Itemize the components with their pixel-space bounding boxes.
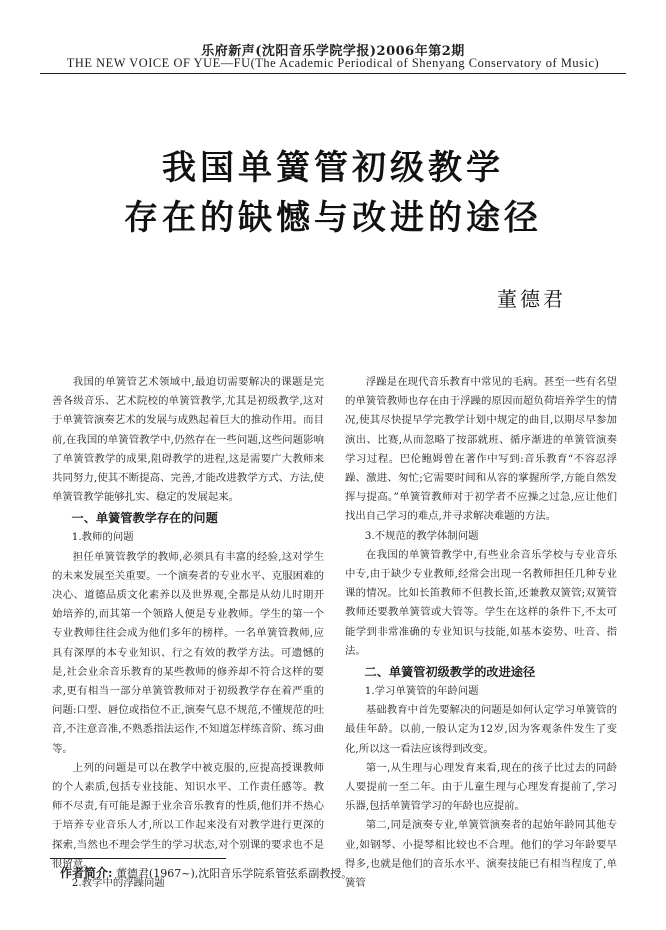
body-paragraph: 基础教育中首先要解决的问题是如何认定学习单簧管的最佳年龄。以前,一般认定为12岁,因为客观条件发生了变化,所以这一看法应该得到改变。 — [345, 704, 617, 755]
body-paragraph: 上列的问题是可以在教学中被克服的,应提高授课教师的个人素质,包括专业技能、知识水平、工作责任感等。教师不尽责,有可能是源于业余音乐教育的性质,他们并不热心于培养专业音乐人才,所以工作起来没有对教学进行更深的探索,当然也不理会学生的学习状态,对个别课的要求也不是很留意。 — [52, 761, 324, 870]
subsection-heading-2: 2.教学中的浮躁问题 — [71, 877, 165, 890]
footnote-label: 作者简介: — [60, 866, 113, 880]
article-title-line-2: 存在的缺憾与改进的途径 — [124, 198, 542, 238]
footnote-divider — [50, 858, 226, 859]
body-paragraph: 第二,同是演奏专业,单簧管演奏者的起始年龄同其他专业,如钢琴、小提琴相比较也不合理。他们的学习年龄要早得多,也就是他们的音乐水平、演奏技能已有相当程度了,单簧管 — [345, 819, 617, 890]
left-column — [52, 373, 324, 893]
journal-title-en: THE NEW VOICE OF YUE—FU(The Academic Periodical of Shenyang Conservatory of Music) — [66, 56, 600, 70]
right-column — [345, 373, 617, 893]
journal-title-cn: 乐府新声(沈阳音乐学院学报)2006年第2期 — [201, 44, 465, 59]
body-paragraph: 担任单簧管教学的教师,必须具有丰富的经验,这对学生的未来发展至关重要。一个演奏者的专业水平、克服困难的决心、道德品质文化素养以及世界观,全都是从幼儿时期开始培养的,而其第一个领路人便是专业教师。学生的第一个专业教师往往会成为他们多年的榜样。一名单簧管教师,应具有深厚的本专业知识、行之有效的教学方法。可遗憾的是,社会业余音乐教育的某些教师的修养却不符合这样的要求,更有相当一部分单簧管教师对于初级教学存在着严重的问题:口型、唇位或指位不正,演奏气息不规范,不懂规范的吐音,不注意音准,不熟悉指法运作,不知道怎样练音阶、练习曲等。 — [52, 550, 324, 755]
body-paragraph: 浮躁是在现代音乐教育中常见的毛病。甚至一些有名望的单簧管教师也存在由于浮躁的原因而超负荷培养学生的情况,使其尽快提早学完教学计划中规定的曲目,以期尽早参加演出、比赛,从而忽略了按部就班、循序渐进的单簧管演奏学习过程。巴伦鲍姆曾在著作中写到:音乐教育“不容忍浮躁、激进、匆忙;它需要时间和从容的掌握所学,方能自然发挥与提高。”单簧管教师对于初学者不应操之过急,应让他们找出自己学习的难点,并寻求解决难题的方法。 — [345, 376, 617, 523]
author-footnote — [60, 864, 352, 881]
subsection-heading-4: 1.学习单簧管的年龄问题 — [364, 685, 479, 698]
section-heading-1: 一、单簧管教学存在的问题 — [71, 511, 218, 526]
author-name: 董德君 — [497, 287, 566, 311]
subsection-heading-1: 1.教师的问题 — [71, 531, 134, 544]
body-paragraph: 在我国的单簧管教学中,有些业余音乐学校与专业音乐中专,由于缺少专业教师,经常会出现一名教师担任几种专业课的情况。比如长笛教师不但教长笛,还兼教双簧管;双簧管教师还要教单簧管或大管等。学生在这样的条件下,不太可能学到非常准确的专业知识与技能,如基本姿势、吐音、指法。 — [345, 548, 617, 657]
intro-paragraph: 我国的单簧管艺术领域中,最迫切需要解决的课题是完善各级音乐、艺术院校的单簧管教学,尤其是初级教学,这对于单簧管演奏艺术的发展与成熟起着巨大的推动作用。而目前,在我国的单簧管教学中,仍然存在一些问题,这些问题影响了单簧管教学的成果,阻碍教学的进程,这是需要广大教师来共同努力,使其不断提高、完善,才能改进教学方式、方法,使单簧管教学能够扎实、稳定的发展起来。 — [52, 376, 324, 504]
footnote-text: 董德君(1967~),沈阳音乐学院系管弦系副教授。 — [115, 867, 353, 880]
subsection-heading-3: 3.不规范的教学体制问题 — [364, 529, 479, 542]
article-title-line-1: 我国单簧管初级教学 — [162, 148, 504, 188]
header-divider — [40, 73, 626, 74]
body-paragraph: 第一,从生理与心理发育来看,现在的孩子比过去的同龄人要提前一至二年。由于儿童生理与心理发育提前了,学习乐器,包括单簧管学习的年龄也应提前。 — [345, 761, 617, 813]
section-heading-2: 二、单簧管初级教学的改进途径 — [364, 665, 536, 680]
